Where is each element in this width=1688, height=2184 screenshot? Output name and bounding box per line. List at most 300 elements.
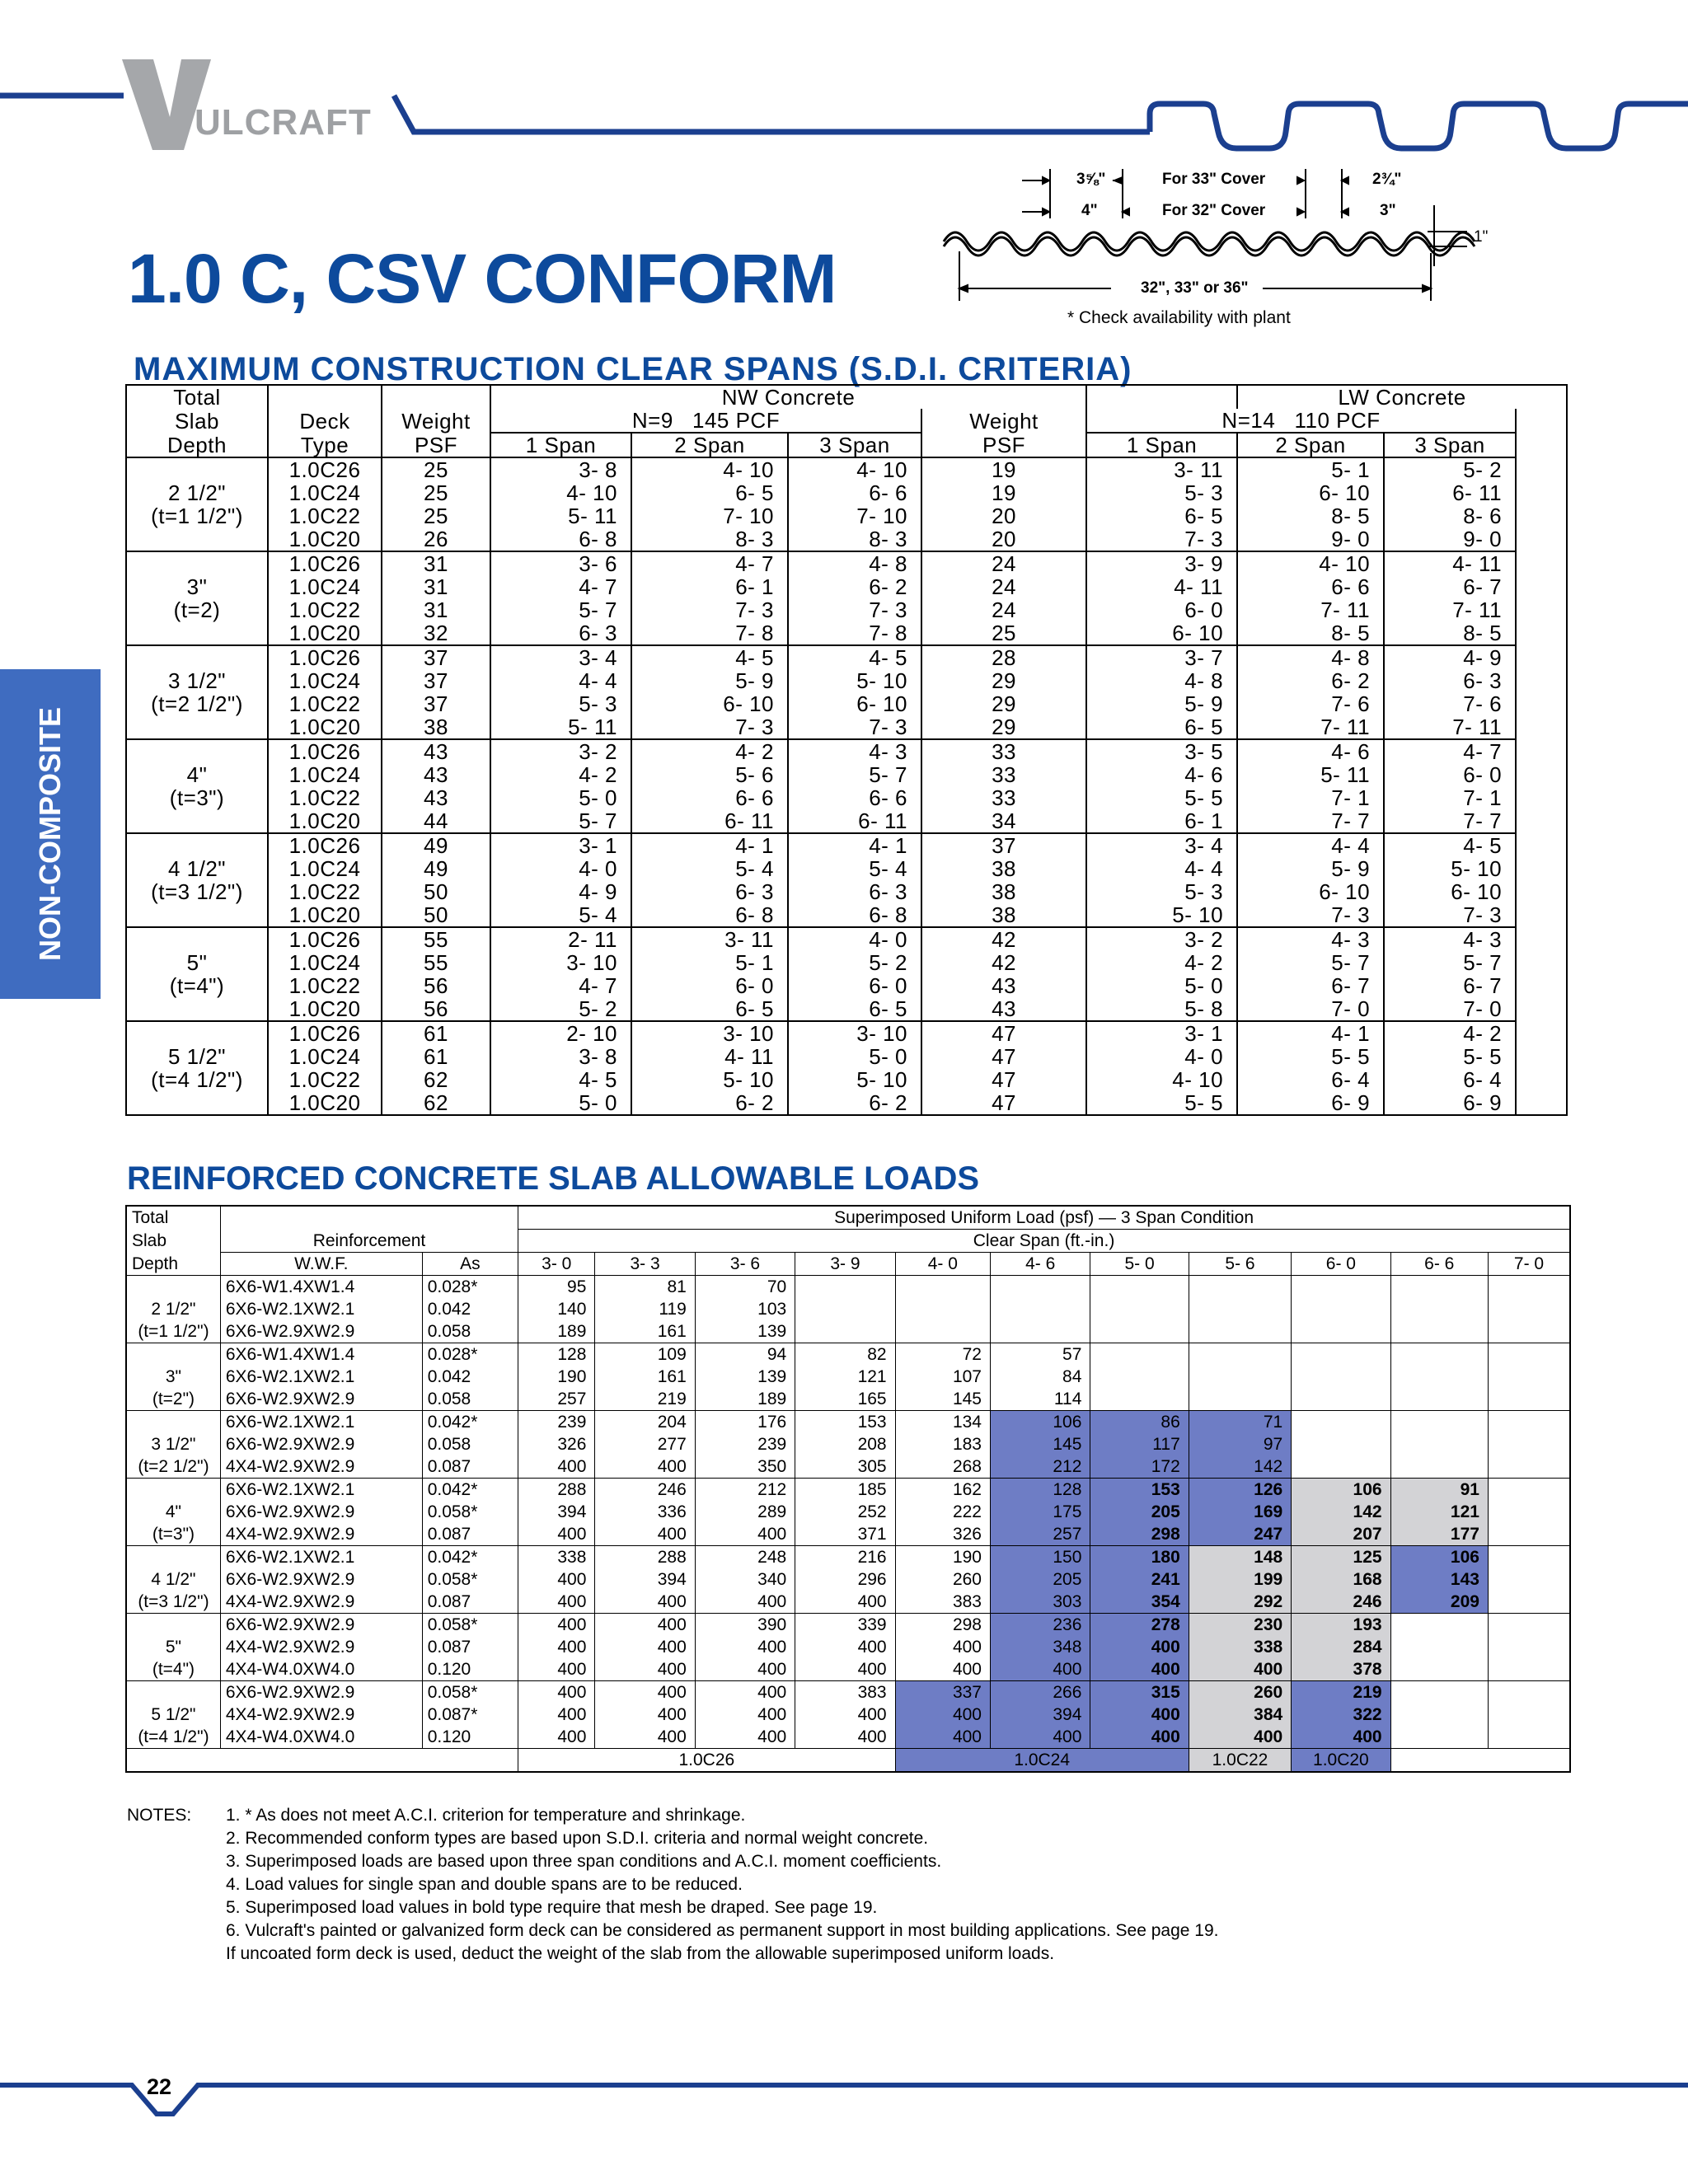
slab-depth: 2 1/2" — [151, 1300, 196, 1319]
slab-depth-cell — [126, 1343, 220, 1411]
load-cell: 400 — [1189, 1658, 1291, 1681]
slab-depth: 4" — [165, 1502, 181, 1521]
legend-blank — [1390, 1749, 1570, 1773]
load-cell: 400 — [518, 1681, 595, 1704]
table-cell: 6- 0 — [1384, 763, 1516, 786]
load-cell — [1488, 1614, 1570, 1637]
load-cell: 257 — [518, 1388, 595, 1411]
load-cell: 81 — [595, 1276, 695, 1299]
load-cell: 400 — [695, 1636, 795, 1658]
table-cell: 3- 1 — [1086, 1021, 1237, 1045]
table-cell: 24 — [921, 575, 1086, 598]
table-cell: 7- 11 — [1384, 598, 1516, 621]
load-cell: 183 — [895, 1433, 990, 1455]
as-cell: 0.087 — [422, 1455, 518, 1479]
hdr-nw-concrete: NW Concrete — [490, 385, 1086, 409]
load-cell: 212 — [695, 1479, 795, 1502]
hdr-lw-span1: 1 Span — [1086, 433, 1237, 457]
table-cell: 5- 9 — [631, 669, 788, 692]
load-cell — [1488, 1726, 1570, 1749]
table-cell: 6- 2 — [788, 575, 921, 598]
table-cell: 1.0C20 — [268, 621, 382, 645]
load-cell — [1090, 1343, 1189, 1366]
load-cell: 199 — [1189, 1568, 1291, 1591]
table-row — [126, 715, 1567, 739]
load-cell — [1390, 1433, 1488, 1455]
load-cell — [1390, 1681, 1488, 1704]
table-row — [126, 1366, 1570, 1388]
table-cell: 4- 8 — [1086, 669, 1237, 692]
table-cell: 6- 8 — [631, 903, 788, 927]
table-cell: 7- 8 — [631, 621, 788, 645]
table-cell: 7- 6 — [1384, 692, 1516, 715]
hdr-blank — [220, 1206, 518, 1230]
table-cell: 7- 3 — [1086, 527, 1237, 551]
table-row — [126, 692, 1567, 715]
hdr-psf-lw: PSF — [921, 433, 1086, 457]
load-cell: 400 — [595, 1614, 695, 1637]
table-cell: 20 — [921, 504, 1086, 527]
table-cell: 5- 0 — [1086, 974, 1237, 997]
slab-depth-cell — [126, 1614, 220, 1681]
load-cell: 216 — [795, 1546, 895, 1569]
table-row — [126, 1614, 1570, 1637]
table-cell: 6- 6 — [631, 786, 788, 809]
load-cell: 400 — [518, 1726, 595, 1749]
hdr-type: Type — [268, 433, 382, 457]
table-cell: 29 — [921, 669, 1086, 692]
table-row — [126, 927, 1567, 951]
table-cell: 43 — [382, 786, 490, 809]
load-cell: 97 — [1189, 1433, 1291, 1455]
load-cell: 400 — [518, 1658, 595, 1681]
table-cell: 6- 3 — [631, 880, 788, 903]
table-cell: 7- 3 — [631, 598, 788, 621]
table-cell: 6- 6 — [1237, 575, 1384, 598]
table-cell: 1.0C22 — [268, 692, 382, 715]
table-cell: 3- 10 — [631, 1021, 788, 1045]
wwf-cell: 4X4-W2.9XW2.9 — [220, 1636, 422, 1658]
load-cell — [1390, 1276, 1488, 1299]
table-cell: 4- 6 — [1237, 739, 1384, 763]
load-cell: 121 — [1390, 1501, 1488, 1523]
table-cell: 25 — [382, 481, 490, 504]
load-cell: 209 — [1390, 1591, 1488, 1614]
hdr-span: 4- 6 — [990, 1253, 1090, 1276]
table-cell: 6- 10 — [1086, 621, 1237, 645]
table-cell: 7- 3 — [788, 598, 921, 621]
hdr-blank — [268, 385, 382, 409]
load-cell: 400 — [895, 1726, 990, 1749]
table-cell: 1.0C26 — [268, 551, 382, 575]
load-cell — [1390, 1320, 1488, 1343]
profile-rib-dimension-d: 3" — [1380, 202, 1396, 219]
table-cell: 62 — [382, 1068, 490, 1091]
load-cell: 106 — [1292, 1479, 1390, 1502]
load-cell — [1292, 1388, 1390, 1411]
table-cell: 6- 10 — [1237, 481, 1384, 504]
table-row — [126, 527, 1567, 551]
load-cell: 168 — [1292, 1568, 1390, 1591]
load-cell: 400 — [695, 1658, 795, 1681]
load-cell: 400 — [595, 1591, 695, 1614]
table-cell: 5- 3 — [1086, 481, 1237, 504]
load-cell: 400 — [518, 1614, 595, 1637]
load-cell: 139 — [695, 1366, 795, 1388]
table-cell: 1.0C26 — [268, 457, 382, 481]
table-cell: 5- 7 — [490, 809, 631, 833]
table-row — [126, 575, 1567, 598]
load-cell: 205 — [1090, 1501, 1189, 1523]
table-cell: 4- 1 — [1237, 1021, 1384, 1045]
table-cell: 50 — [382, 903, 490, 927]
table-cell: 24 — [921, 551, 1086, 575]
table-row — [126, 857, 1567, 880]
load-cell: 400 — [895, 1636, 990, 1658]
notes-list — [226, 1804, 1218, 1966]
as-cell: 0.042* — [422, 1546, 518, 1569]
table-cell: 1.0C20 — [268, 903, 382, 927]
loads-header-row — [126, 1206, 1570, 1230]
load-cell: 91 — [1390, 1479, 1488, 1502]
table-cell: 5- 4 — [631, 857, 788, 880]
deck-legend-row — [126, 1749, 1570, 1773]
load-cell: 219 — [1292, 1681, 1390, 1704]
spans-header-row — [126, 409, 1567, 433]
load-cell — [1189, 1298, 1291, 1320]
table-cell: 6- 11 — [788, 809, 921, 833]
table-cell: 5- 11 — [490, 715, 631, 739]
load-cell — [1390, 1455, 1488, 1479]
load-cell: 305 — [795, 1455, 895, 1479]
table-cell: 6- 6 — [788, 481, 921, 504]
load-cell: 338 — [518, 1546, 595, 1569]
table-cell: 2- 11 — [490, 927, 631, 951]
wwf-cell: 6X6-W2.9XW2.9 — [220, 1433, 422, 1455]
table-cell: 7- 3 — [1384, 903, 1516, 927]
table-cell: 4- 10 — [1086, 1068, 1237, 1091]
table-cell: 4- 2 — [1384, 1021, 1516, 1045]
table-cell: 1.0C20 — [268, 527, 382, 551]
load-cell — [1488, 1523, 1570, 1546]
load-cell: 383 — [895, 1591, 990, 1614]
load-cell: 260 — [895, 1568, 990, 1591]
load-cell: 339 — [795, 1614, 895, 1637]
load-cell: 177 — [1390, 1523, 1488, 1546]
load-cell: 189 — [695, 1388, 795, 1411]
slab-depth: 3" — [165, 1367, 181, 1386]
slab-topping: (t=1 1/2") — [138, 1322, 209, 1341]
profile-rib-dimension-c: 4" — [1081, 202, 1098, 219]
load-cell: 176 — [695, 1411, 795, 1434]
table-row — [126, 997, 1567, 1021]
load-cell: 303 — [990, 1591, 1090, 1614]
load-cell — [1090, 1276, 1189, 1299]
table-cell: 1.0C24 — [268, 951, 382, 974]
as-cell: 0.042* — [422, 1479, 518, 1502]
load-cell — [1292, 1411, 1390, 1434]
slab-depth: 3" — [186, 574, 208, 599]
spans-header-row — [126, 385, 1567, 409]
load-cell: 121 — [795, 1366, 895, 1388]
load-cell: 71 — [1189, 1411, 1291, 1434]
wwf-cell: 6X6-W1.4XW1.4 — [220, 1276, 422, 1299]
table-cell: 5- 0 — [788, 1045, 921, 1068]
load-cell — [1390, 1726, 1488, 1749]
load-cell — [1390, 1704, 1488, 1726]
load-cell: 134 — [895, 1411, 990, 1434]
spans-header-row — [126, 433, 1567, 457]
table-cell: 4- 7 — [490, 974, 631, 997]
hdr-psf: PSF — [382, 433, 490, 457]
load-cell: 400 — [695, 1591, 795, 1614]
load-cell — [1488, 1455, 1570, 1479]
load-cell: 212 — [990, 1455, 1090, 1479]
profile-cover-32: For 32" Cover — [1162, 202, 1266, 219]
as-cell: 0.042 — [422, 1298, 518, 1320]
table-row — [126, 1501, 1570, 1523]
load-cell: 189 — [518, 1320, 595, 1343]
table-cell: 4- 11 — [631, 1045, 788, 1068]
load-cell — [1390, 1366, 1488, 1388]
table-row — [126, 739, 1567, 763]
slab-topping: (t=4 1/2") — [151, 1067, 243, 1092]
profile-availability-note: * Check availability with plant — [1067, 308, 1291, 327]
load-cell: 266 — [990, 1681, 1090, 1704]
table-cell: 5- 10 — [1086, 903, 1237, 927]
load-cell — [1090, 1366, 1189, 1388]
table-cell: 5- 9 — [1086, 692, 1237, 715]
load-cell: 348 — [990, 1636, 1090, 1658]
load-cell: 400 — [1189, 1726, 1291, 1749]
table-cell: 9- 0 — [1237, 527, 1384, 551]
hdr-nw-density: N=9 145 PCF — [490, 409, 921, 433]
wwf-cell: 4X4-W2.9XW2.9 — [220, 1704, 422, 1726]
load-cell — [1488, 1433, 1570, 1455]
hdr-lw-concrete: LW Concrete — [1237, 385, 1567, 409]
table-cell: 7- 10 — [788, 504, 921, 527]
table-row — [126, 621, 1567, 645]
load-cell: 400 — [1090, 1726, 1189, 1749]
slab-topping: (t=4") — [169, 973, 225, 998]
table-row — [126, 833, 1567, 857]
slab-topping: (t=1 1/2") — [151, 504, 243, 528]
table-cell: 8- 5 — [1384, 621, 1516, 645]
table-row — [126, 1479, 1570, 1502]
table-cell: 6- 10 — [631, 692, 788, 715]
table-cell: 1.0C22 — [268, 880, 382, 903]
load-cell: 400 — [595, 1455, 695, 1479]
table-cell: 37 — [921, 833, 1086, 857]
load-cell: 400 — [1090, 1636, 1189, 1658]
table-cell: 5- 2 — [1384, 457, 1516, 481]
table-row — [126, 1636, 1570, 1658]
slab-depth-cell — [126, 1681, 220, 1749]
table-cell: 1.0C22 — [268, 1068, 382, 1091]
table-cell: 5- 5 — [1086, 786, 1237, 809]
table-cell: 56 — [382, 997, 490, 1021]
slab-topping: (t=4") — [152, 1660, 195, 1679]
load-cell — [1488, 1411, 1570, 1434]
table-cell: 3- 9 — [1086, 551, 1237, 575]
hdr-span: 6- 6 — [1390, 1253, 1488, 1276]
legend-1-0c20: 1.0C20 — [1292, 1749, 1390, 1773]
load-cell: 298 — [895, 1614, 990, 1637]
table-row — [126, 1068, 1567, 1091]
table-cell: 6- 7 — [1384, 575, 1516, 598]
profile-cover-33: For 33" Cover — [1162, 171, 1266, 188]
load-cell: 142 — [1189, 1455, 1291, 1479]
loads-header-row — [126, 1253, 1570, 1276]
load-cell: 239 — [518, 1411, 595, 1434]
table-cell: 33 — [921, 739, 1086, 763]
table-cell: 1.0C24 — [268, 481, 382, 504]
hdr-reinforcement: Reinforcement — [220, 1230, 518, 1253]
slab-depth: 5" — [165, 1638, 181, 1657]
table-row — [126, 1546, 1570, 1569]
legend-blank — [126, 1749, 518, 1773]
table-cell: 49 — [382, 857, 490, 880]
load-cell — [895, 1276, 990, 1299]
table-cell: 5- 7 — [788, 763, 921, 786]
hdr-span1: 1 Span — [490, 433, 631, 457]
wwf-cell: 6X6-W2.9XW2.9 — [220, 1501, 422, 1523]
table-row — [126, 457, 1567, 481]
slab-depth: 5 1/2" — [167, 1044, 227, 1069]
hdr-superimposed: Superimposed Uniform Load (psf) — 3 Span Condition — [518, 1206, 1570, 1230]
load-cell: 400 — [595, 1704, 695, 1726]
load-cell: 150 — [990, 1546, 1090, 1569]
load-cell: 292 — [1189, 1591, 1291, 1614]
table-cell: 3- 11 — [631, 927, 788, 951]
table-cell: 31 — [382, 551, 490, 575]
load-cell: 208 — [795, 1433, 895, 1455]
hdr-deck: Deck — [268, 409, 382, 433]
slab-depth-cell — [126, 927, 268, 1021]
table-cell: 6- 1 — [631, 575, 788, 598]
table-cell: 7- 11 — [1384, 715, 1516, 739]
table-row — [126, 880, 1567, 903]
table-cell: 31 — [382, 598, 490, 621]
load-cell — [1390, 1658, 1488, 1681]
load-cell — [1390, 1343, 1488, 1366]
table-cell: 1.0C26 — [268, 833, 382, 857]
table-cell: 6- 5 — [631, 481, 788, 504]
table-cell: 1.0C22 — [268, 786, 382, 809]
table-cell: 3- 7 — [1086, 645, 1237, 669]
table-cell: 4- 0 — [1086, 1045, 1237, 1068]
wwf-cell: 6X6-W2.9XW2.9 — [220, 1388, 422, 1411]
slab-depth: 5" — [186, 950, 208, 975]
table-cell: 6- 7 — [1384, 974, 1516, 997]
table-cell: 3- 10 — [490, 951, 631, 974]
table-cell: 6- 7 — [1237, 974, 1384, 997]
load-cell: 326 — [518, 1433, 595, 1455]
table-cell: 8- 5 — [1237, 621, 1384, 645]
table-row — [126, 1343, 1570, 1366]
table-row — [126, 1568, 1570, 1591]
hdr-span: 3- 0 — [518, 1253, 595, 1276]
as-cell: 0.058* — [422, 1501, 518, 1523]
side-tab-label: NON-COMPOSITE — [33, 706, 67, 962]
slab-depth: 4" — [186, 762, 208, 787]
load-cell: 289 — [695, 1501, 795, 1523]
table-cell: 4- 8 — [1237, 645, 1384, 669]
wwf-cell: 4X4-W4.0XW4.0 — [220, 1726, 422, 1749]
spans-section-title: MAXIMUM CONSTRUCTION CLEAR SPANS (S.D.I. CRITERIA) — [134, 351, 1132, 387]
table-row — [126, 1704, 1570, 1726]
table-cell: 3- 8 — [490, 457, 631, 481]
load-cell: 350 — [695, 1455, 795, 1479]
load-cell: 400 — [695, 1726, 795, 1749]
hdr-span: 5- 6 — [1189, 1253, 1291, 1276]
load-cell: 125 — [1292, 1546, 1390, 1569]
as-cell: 0.087* — [422, 1704, 518, 1726]
table-cell: 4- 4 — [1237, 833, 1384, 857]
table-cell: 4- 7 — [1384, 739, 1516, 763]
table-cell: 8- 5 — [1237, 504, 1384, 527]
load-cell: 400 — [695, 1681, 795, 1704]
table-cell: 8- 3 — [788, 527, 921, 551]
wwf-cell: 6X6-W2.1XW2.1 — [220, 1366, 422, 1388]
table-cell: 38 — [921, 903, 1086, 927]
load-cell: 153 — [795, 1411, 895, 1434]
load-cell: 128 — [518, 1343, 595, 1366]
table-cell: 7- 7 — [1237, 809, 1384, 833]
table-cell: 7- 0 — [1237, 997, 1384, 1021]
table-cell: 6- 5 — [788, 997, 921, 1021]
page-title: 1.0 C, CSV CONFORM — [128, 240, 837, 317]
load-cell: 257 — [990, 1523, 1090, 1546]
table-cell: 7- 8 — [788, 621, 921, 645]
hdr-span: 5- 0 — [1090, 1253, 1189, 1276]
profile-rib-dimension-a: 3⅝" — [1076, 171, 1106, 188]
table-cell: 5- 4 — [490, 903, 631, 927]
wwf-cell: 6X6-W2.9XW2.9 — [220, 1320, 422, 1343]
table-row — [126, 903, 1567, 927]
load-cell: 219 — [595, 1388, 695, 1411]
table-cell: 7- 10 — [631, 504, 788, 527]
load-cell: 140 — [518, 1298, 595, 1320]
table-cell: 8- 6 — [1384, 504, 1516, 527]
table-cell: 1.0C22 — [268, 598, 382, 621]
table-cell: 6- 10 — [788, 692, 921, 715]
slab-topping: (t=3 1/2") — [151, 879, 243, 904]
table-cell: 19 — [921, 481, 1086, 504]
load-cell: 246 — [595, 1479, 695, 1502]
table-cell: 25 — [382, 504, 490, 527]
load-cell — [1488, 1479, 1570, 1502]
load-cell: 400 — [518, 1568, 595, 1591]
slab-depth-cell — [126, 739, 268, 833]
table-cell: 1.0C20 — [268, 997, 382, 1021]
table-cell: 1.0C22 — [268, 974, 382, 997]
table-cell: 25 — [921, 621, 1086, 645]
table-cell: 38 — [921, 857, 1086, 880]
load-cell: 161 — [595, 1366, 695, 1388]
note-item: 4. Load values for single span and double spans are to be reduced. — [226, 1875, 743, 1894]
table-cell: 6- 11 — [1384, 481, 1516, 504]
load-cell: 298 — [1090, 1523, 1189, 1546]
table-cell: 32 — [382, 621, 490, 645]
load-cell: 340 — [695, 1568, 795, 1591]
load-cell: 400 — [518, 1636, 595, 1658]
table-cell: 33 — [921, 763, 1086, 786]
load-cell: 169 — [1189, 1501, 1291, 1523]
load-cell: 143 — [1390, 1568, 1488, 1591]
load-cell: 400 — [1292, 1726, 1390, 1749]
table-row — [126, 1320, 1570, 1343]
